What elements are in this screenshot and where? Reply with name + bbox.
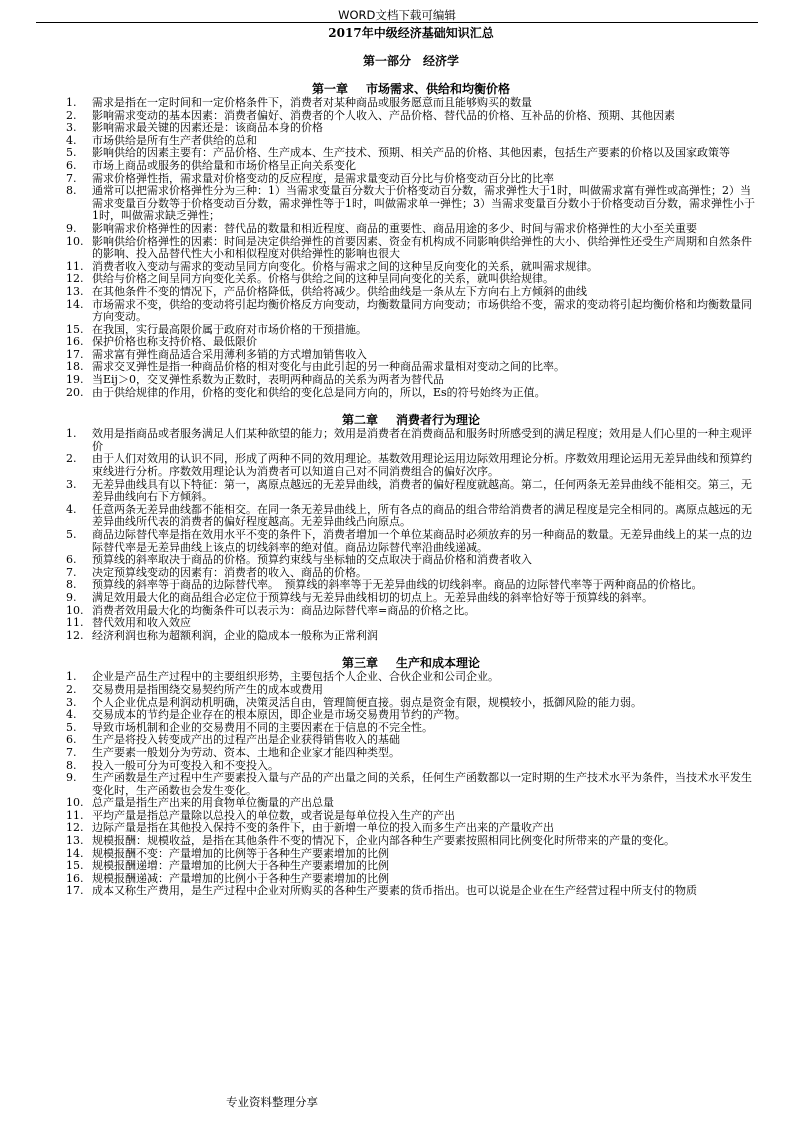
list-item-number: 10. [66, 603, 84, 617]
list-item-text: 通常可以把需求价格弹性分为三种：1）当需求变量百分数大于价格变动百分数，需求弹性大于1时，叫做需求富有弹性或高弹性；2）当需求变量百分数等于价格变动百分数，需求弹性等于1时，叫做需求单一弹性；3）当需求变量百分数小于价格变动百分数，需求弹性小于1时，叫做需求缺乏弹性； [92, 184, 755, 223]
list-item-text: 无差异曲线具有以下特征：第一，离原点越远的无差异曲线，消费者的偏好程度就越高。第二，任何两条无差异曲线不能相交。第三，无差异曲线向右下方倾斜。 [92, 477, 752, 504]
list-item-text: 导致市场机制和企业的交易费用不同的主要因素在于信息的不完全性。 [92, 720, 433, 734]
list-item-number: 3. [66, 477, 77, 491]
list-item-text: 消费者效用最大化的均衡条件可以表示为：商品边际替代率=商品的价格之比。 [92, 603, 476, 617]
list-item-text: 市场需求不变，供给的变动将引起均衡价格反方向变动，均衡数量同方向变动；市场供给不变，需求的变动将引起均衡价格和均衡数量同方向变动。 [92, 297, 752, 324]
list-item-text: 个人企业优点是利润动机明确，决策灵活自由，管理简便直接。弱点是资金有限，规模较小，抵御风险的能力弱。 [92, 695, 642, 709]
list-item-text: 市场供给是所有生产者供给的总和 [92, 133, 257, 147]
list-item [66, 428, 756, 453]
chapter-title: 生产和成本理论 [396, 656, 481, 671]
list-item-text: 企业是产品生产过程中的主要组织形势，主要包括个人企业、合伙企业和公司企业。 [92, 670, 499, 684]
list-item-text: 效用是指商品或者服务满足人们某种欲望的能力；效用是消费者在消费商品和服务时所感受到的满足程度；效用是人们心里的一种主观评价 [92, 427, 752, 453]
list-item-number: 17. [66, 884, 84, 898]
list-item-number: 11. [66, 259, 84, 273]
list-item [66, 479, 756, 504]
list-item-number: 15. [66, 859, 84, 873]
list-item-number: 5. [66, 528, 77, 541]
list-item-number: 3. [66, 695, 77, 709]
list-item-number: 9. [66, 221, 77, 235]
list-item-number: 8. [66, 578, 77, 592]
list-item-text: 决定预算线变动的因素有：消费者的收入、商品的价格。 [92, 565, 367, 579]
part-heading: 第一部分 经济学 [362, 54, 459, 68]
list-item-text: 边际产量是指在其他投入保持不变的条件下，由于新增一单位的投入而多生产出来的产量收产出 [92, 821, 554, 835]
list-item-number: 13. [66, 834, 84, 848]
chapter-item-list [66, 97, 756, 399]
page-footer: 专业资料整理分享 [226, 1095, 318, 1109]
chapter-section [66, 82, 756, 413]
list-item-number: 9. [66, 771, 77, 785]
list-item-text: 规模报酬不变：产量增加的比例等于各种生产要素增加的比例 [92, 846, 389, 860]
chapter-section [66, 656, 756, 898]
list-item [66, 772, 756, 797]
list-item-number: 2. [66, 108, 77, 122]
list-item-number: 16. [66, 335, 84, 349]
list-item-text: 由于人们对效用的认识不同，形成了两种不同的效用理论。基数效用理论运用边际效用理论分析。序数效用理论运用无差异曲线和预算约束线进行分析。序数效用理论认为消费者可以知道自己对不同消费组合的偏好次序。 [92, 452, 752, 479]
list-item-text: 市场上商品或服务的供给量和市场价格呈正向关系变化 [92, 158, 356, 172]
list-item-number: 2. [66, 452, 77, 466]
list-item-text: 预算线的斜率等于商品的边际替代率。 预算线的斜率等于无差异曲线的切线斜率。商品的边际替代率等于两种商品的价格比。 [92, 578, 703, 592]
list-item-number: 1. [66, 427, 77, 441]
list-item-text: 影响需求最关键的因素还是：该商品本身的价格 [92, 121, 323, 135]
list-item-number: 5. [66, 720, 77, 734]
list-item-number: 20. [66, 385, 84, 399]
chapter-title: 消费者行为理论 [396, 413, 481, 428]
list-item-number: 4. [66, 133, 77, 147]
list-item-text: 在我国，实行最高限价属于政府对市场价格的干预措施。 [92, 322, 367, 336]
list-item-number: 11. [66, 808, 84, 822]
list-item-number: 17. [66, 347, 84, 361]
list-item-text: 交易费用是指围绕交易契约所产生的成本或费用 [92, 682, 323, 696]
list-item-text: 需求是指在一定时间和一定价格条件下，消费者对某种商品或服务愿意而且能够购买的数量 [92, 96, 532, 109]
list-item-text: 规模报酬递增：产量增加的比例大于各种生产要素增加的比例 [92, 859, 389, 873]
list-item-number: 8. [66, 184, 77, 198]
list-item-number: 4. [66, 502, 77, 516]
chapters [66, 82, 756, 898]
header-divider [36, 22, 758, 23]
list-item-text: 生产是将投入转变成产出的过程产出是企业获得销售收入的基础 [92, 733, 400, 747]
document-title: 2017年中级经济基础知识汇总 [328, 26, 494, 40]
list-item-number: 7. [66, 171, 77, 185]
list-item-text: 投入一般可分为可变投入和不变投入。 [92, 758, 279, 772]
list-item-number: 7. [66, 565, 77, 579]
list-item-text: 供给与价格之间呈同方向变化关系。价格与供给之间的这种呈同向变化的关系，就叫供给规律。 [92, 272, 554, 286]
list-item-text: 影响供给价格弹性的因素：时间是决定供给弹性的首要因素、资金有机构成不同影响供给弹性的大小、供给弹性还受生产周期和自然条件的影响、投入品替代性大小和相似程度对供给弹性的影响也很大 [92, 234, 752, 261]
list-item-number: 7. [66, 745, 77, 759]
list-item-text: 需求价格弹性指，需求量对价格变动的反应程度，是需求量变动百分比与价格变动百分比的比率 [92, 171, 554, 185]
chapter-item-list [66, 671, 756, 898]
list-item-text: 由于供给规律的作用，价格的变化和供给的变化总是同方向的，所以，Es的符号始终为正值。 [92, 385, 546, 399]
list-item-number: 15. [66, 322, 84, 336]
list-item-text: 当Eij＞0，交叉弹性系数为正数时，表明两种商品的关系为两者为替代品 [92, 373, 444, 387]
list-item-text: 任意两条无差异曲线都不能相交。在同一条无差异曲线上，所有各点的商品的组合带给消费者的满足程度是完全相同的。离原点越远的无差异曲线所代表的消费者的偏好程度越高。无差异曲线凸向原点。 [92, 502, 752, 529]
list-item-text: 替代效用和收入效应 [92, 616, 191, 630]
list-item-number: 16. [66, 871, 84, 885]
list-item [66, 299, 756, 324]
list-item-text: 预算线的斜率取决于商品的价格。预算约束线与坐标轴的交点取决于商品价格和消费者收入 [92, 553, 532, 567]
chapter-number: 第一章 [311, 82, 348, 96]
document-body [66, 26, 756, 898]
list-item-text: 需求交叉弹性是指一种商品价格的相对变化与由此引起的另一种商品需求量相对变动之间的比率。 [92, 360, 565, 374]
list-item-number: 1. [66, 96, 77, 109]
list-item-number: 12. [66, 272, 84, 286]
list-item-number: 14. [66, 846, 84, 860]
chapter-title: 市场需求、供给和均衡价格 [366, 82, 511, 96]
list-item-number: 6. [66, 733, 77, 747]
list-item [66, 885, 756, 898]
list-item-number: 1. [66, 670, 77, 684]
chapter-heading [66, 82, 756, 96]
list-item-text: 影响供给的因素主要有：产品价格、生产成本、生产技术、预期、相关产品的价格、其他因素，包括生产要素的价格以及国家政策等 [92, 146, 730, 160]
list-item-text: 总产量是指生产出来的用食物单位衡量的产出总量 [92, 796, 334, 810]
list-item-number: 2. [66, 682, 77, 696]
list-item-number: 13. [66, 284, 84, 298]
list-item-text: 规模报酬：规模收益，是指在其他条件不变的情况下，企业内部各种生产要素按照相同比例变化时所带来的产量的变化。 [92, 834, 675, 848]
list-item-text: 保护价格也称支持价格、最低限价 [92, 335, 257, 349]
list-item-number: 9. [66, 590, 77, 604]
list-item-number: 19. [66, 373, 84, 387]
list-item [66, 236, 756, 261]
chapter-item-list [66, 428, 756, 642]
list-item-text: 平均产量是指总产量除以总投入的单位数，或者说是每单位投入生产的产出 [92, 808, 455, 822]
chapter-number: 第二章 [341, 413, 378, 428]
list-item [66, 453, 756, 478]
list-item-number: 3. [66, 121, 77, 135]
list-item-text: 经济利润也称为超额利润，企业的隐成本一般称为正常利润 [92, 628, 378, 642]
list-item-text: 影响需求变动的基本因素：消费者偏好、消费者的个人收入、产品价格、替代品的价格、互补品的价格、预期、其他因素 [92, 108, 675, 122]
list-item-number: 11. [66, 616, 84, 630]
chapter-heading [66, 656, 756, 670]
list-item-text: 商品边际替代率是指在效用水平不变的条件下，消费者增加一个单位某商品时必须放弃的另一种商品的数量。无差异曲线上的某一点的边际替代率是无差异曲线上该点的切线斜率的绝对值。商品边际替代率沿曲线递减。 [92, 528, 752, 554]
list-item-text: 在其他条件不变的情况下，产品价格降低，供给将减少。供给曲线是一条从左下方向右上方倾斜的曲线 [92, 284, 587, 298]
chapter-section [66, 413, 756, 656]
list-item-text: 消费者收入变动与需求的变动呈同方向变化。价格与需求之间的这种呈反向变化的关系，就叫需求规律。 [92, 259, 598, 273]
list-item [66, 504, 756, 529]
chapter-heading [66, 413, 756, 427]
list-item-text: 生产要素一般划分为劳动、资本、土地和企业家才能四种类型。 [92, 745, 400, 759]
list-item-number: 6. [66, 553, 77, 567]
list-item-number: 8. [66, 758, 77, 772]
chapter-number: 第三章 [341, 656, 378, 671]
list-item [66, 185, 756, 223]
list-item [66, 387, 756, 400]
page-header: WORD文档下载可编辑 [338, 8, 456, 22]
list-item-number: 12. [66, 821, 84, 835]
list-item-text: 需求富有弹性商品适合采用薄利多销的方式增加销售收入 [92, 347, 367, 361]
list-item [66, 529, 756, 554]
list-item-text: 规模报酬递减：产量增加的比例小于各种生产要素增加的比例 [92, 871, 389, 885]
list-item [66, 630, 756, 643]
list-item-number: 14. [66, 297, 84, 311]
list-item-text: 生产函数是生产过程中生产要素投入量与产品的产出量之间的关系，任何生产函数都以一定时期的生产技术水平为条件，当技术水平发生变化时，生产函数也会发生变化。 [92, 771, 752, 797]
list-item-text: 满足效用最大化的商品组合必定位于预算线与无差异曲线相切的切点上。无差异曲线的斜率恰好等于预算线的斜率。 [92, 590, 653, 604]
list-item-number: 18. [66, 360, 84, 374]
list-item-number: 4. [66, 708, 77, 722]
list-item-number: 6. [66, 158, 77, 172]
list-item-number: 12. [66, 628, 84, 642]
list-item-text: 成本又称生产费用，是生产过程中企业对所购买的各种生产要素的货币指出。也可以说是企业在生产经营过程中所支付的物质 [92, 884, 697, 898]
list-item-text: 影响需求价格弹性的因素：替代品的数量和相近程度、商品的重要性、商品用途的多少、时间与需求价格弹性的大小至关重要 [92, 221, 697, 235]
list-item-number: 10. [66, 234, 84, 248]
list-item-number: 10. [66, 796, 84, 810]
list-item-number: 5. [66, 146, 77, 160]
list-item-text: 交易成本的节约是企业存在的根本原因，即企业是市场交易费用节约的产物。 [92, 708, 466, 722]
